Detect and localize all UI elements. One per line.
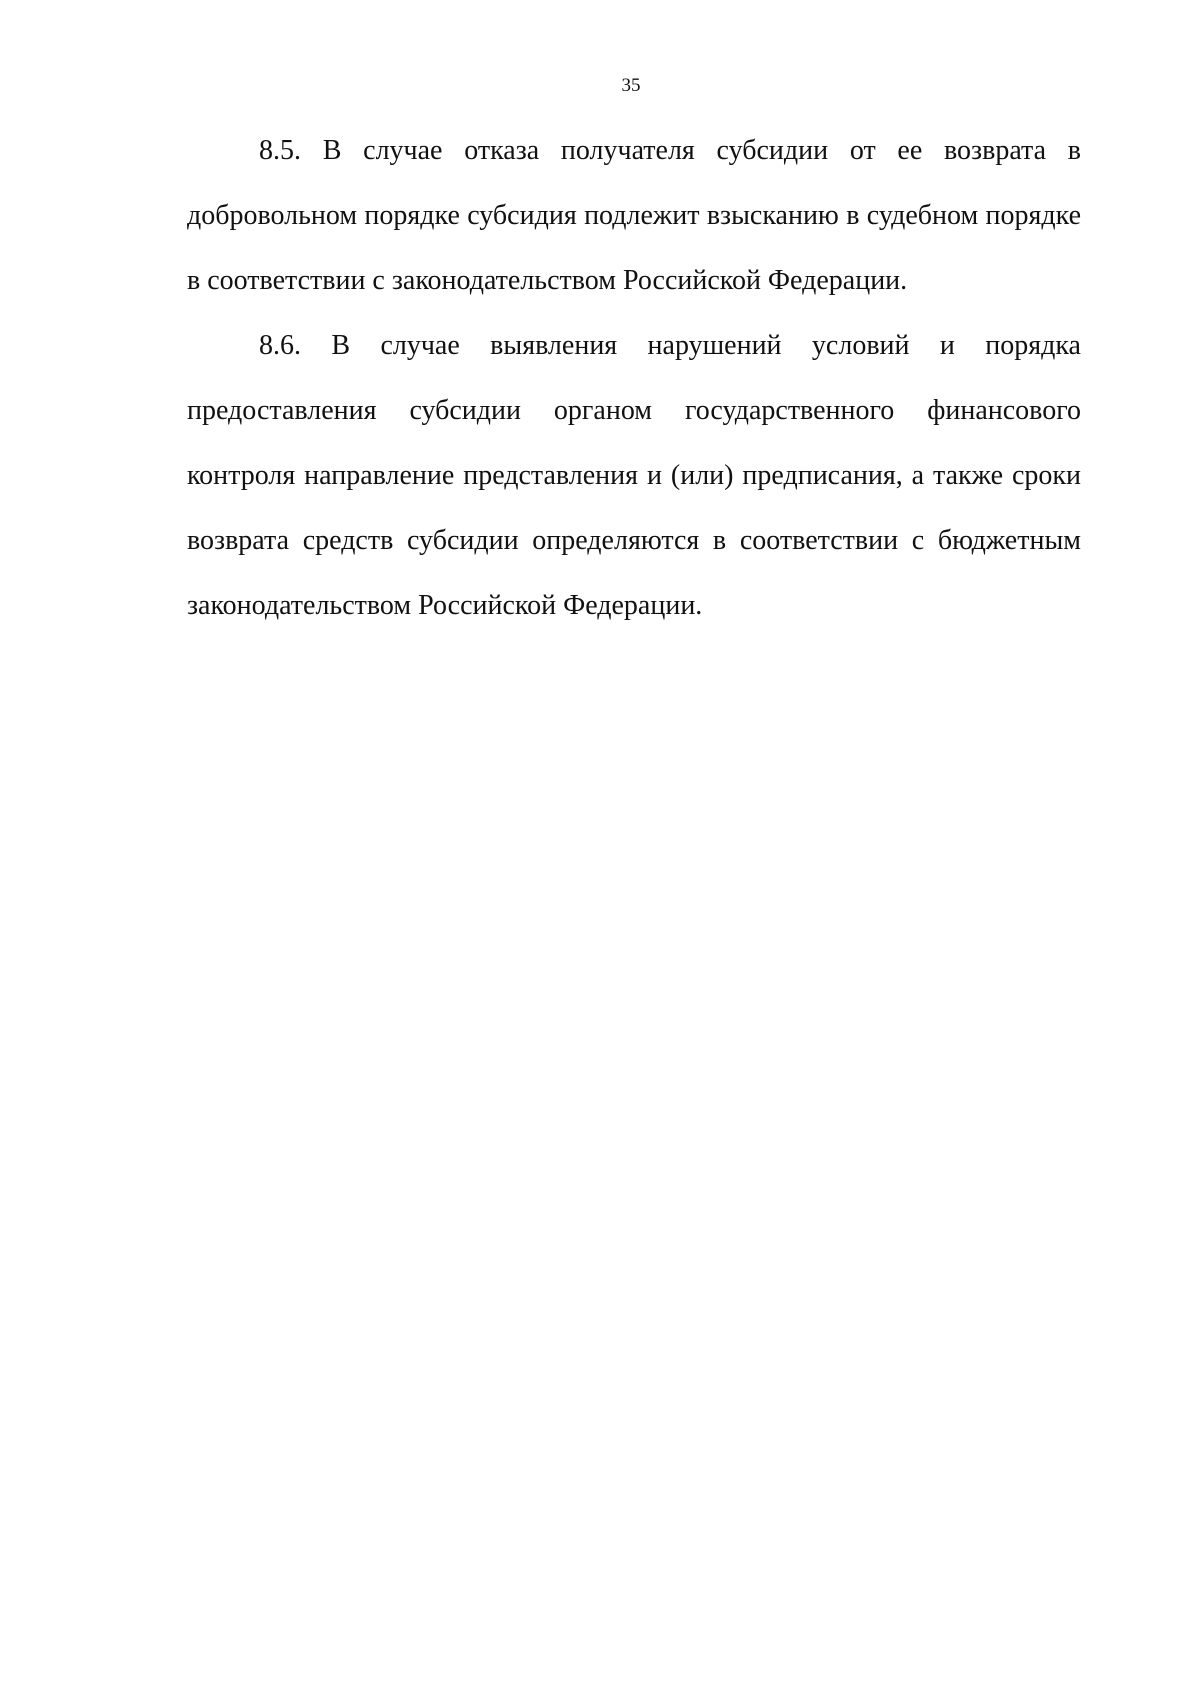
document-body [187,118,1081,638]
paragraph-8-5: 8.5. В случае отказа получателя субсидии от ее возврата в добровольном порядке субсидия подлежит взысканию в судебном порядке в соответствии с законодательством Российской Федерации. [187,135,1081,296]
paragraph-8-6: 8.6. В случае выявления нарушений условий и порядка предоставления субсидии органом государственного финансового контроля направление представления и (или) предписания, а также сроки возврата средств субсидии определяются в соответствии с бюджетным законодательством Российской Федерации. [187,330,1081,621]
page-number: 35 [621,75,641,96]
